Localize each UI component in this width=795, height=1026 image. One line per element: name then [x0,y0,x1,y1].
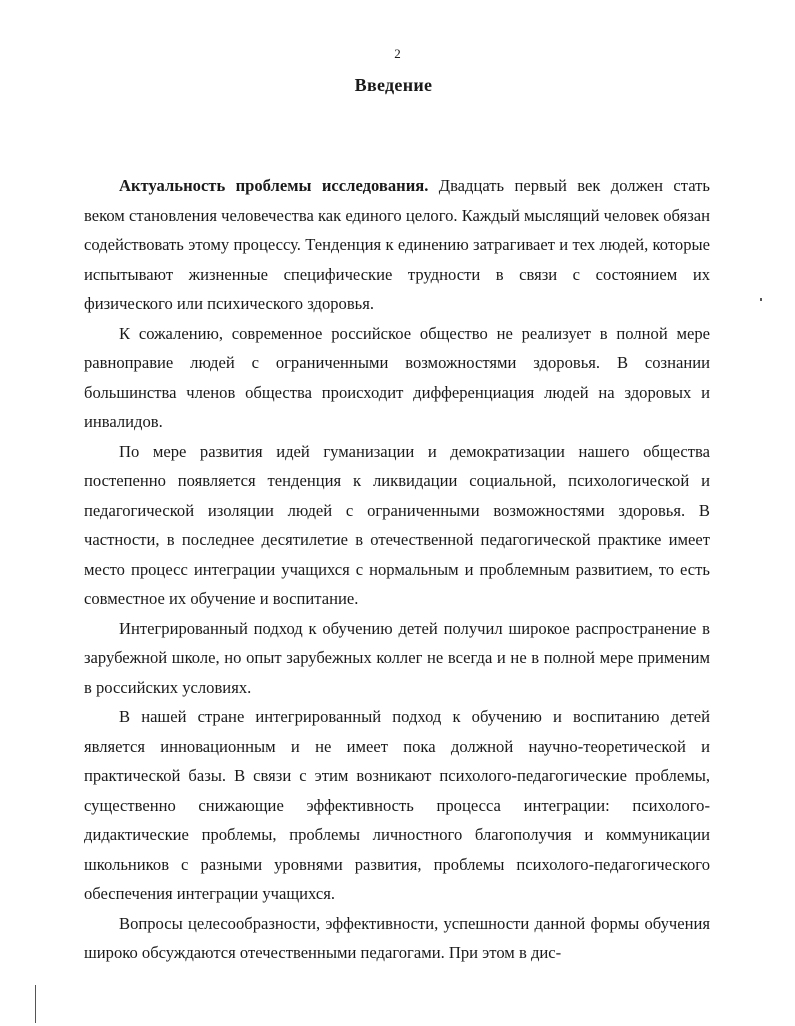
page-number: 2 [394,46,401,61]
section-title: Введение [354,75,433,95]
paragraph: В нашей стране интегрированный подход к обучению и воспитанию детей является инновационным и не имеет пока должной научно-теоретической и практической базы. В связи с этим возникают психолого-педагогические проблемы, существенно снижающие эффективность процесса интеграции: психолого-дидактические проблемы, проблемы личностного благополучия и коммуникации школьников с разными уровнями развития, проблемы психолого-педагогического обеспечения интеграции учащихся. [84,707,710,903]
paragraph: К сожалению, современное российское общество не реализует в полной мере равноправие людей с ограниченными возможностями здоровья. В сознании большинства членов общества происходит дифференциация людей на здоровых и инвалидов. [84,323,710,431]
body-text [84,171,710,968]
paragraph: Интегрированный подход к обучению детей получил широкое распространение в зарубежной школе, но опыт зарубежных коллег не всегда и не в полной мере применим в российских условиях. [84,618,710,697]
scan-artifact [35,985,36,1023]
scan-artifact [760,298,762,301]
paragraph-text: Двадцать первый век должен стать веком становления человечества как единого целого. Каждый мыслящий человек обязан содействовать этому процессу. Тенденция к единению затрагивает и тех людей, которые испытывают жизненные специфические трудности в связи с состоянием их физического или психического здоровья. [84,176,710,313]
paragraph: По мере развития идей гуманизации и демократизации нашего общества постепенно появляется тенденция к ликвидации социальной, психологической и педагогической изоляции людей с ограниченными возможностями здоровья. В частности, в последнее десятилетие в отечественной педагогической практике имеет место процесс интеграции учащихся с нормальным и проблемным развитием, то есть совместное их обучение и воспитание. [84,441,710,608]
paragraph-lead: Актуальность проблемы исследования. [119,176,429,195]
paragraph: Вопросы целесообразности, эффективности, успешности данной формы обучения широко обсуждаются отечественными педагогами. При этом в дис- [84,913,710,962]
paragraph [84,171,710,319]
